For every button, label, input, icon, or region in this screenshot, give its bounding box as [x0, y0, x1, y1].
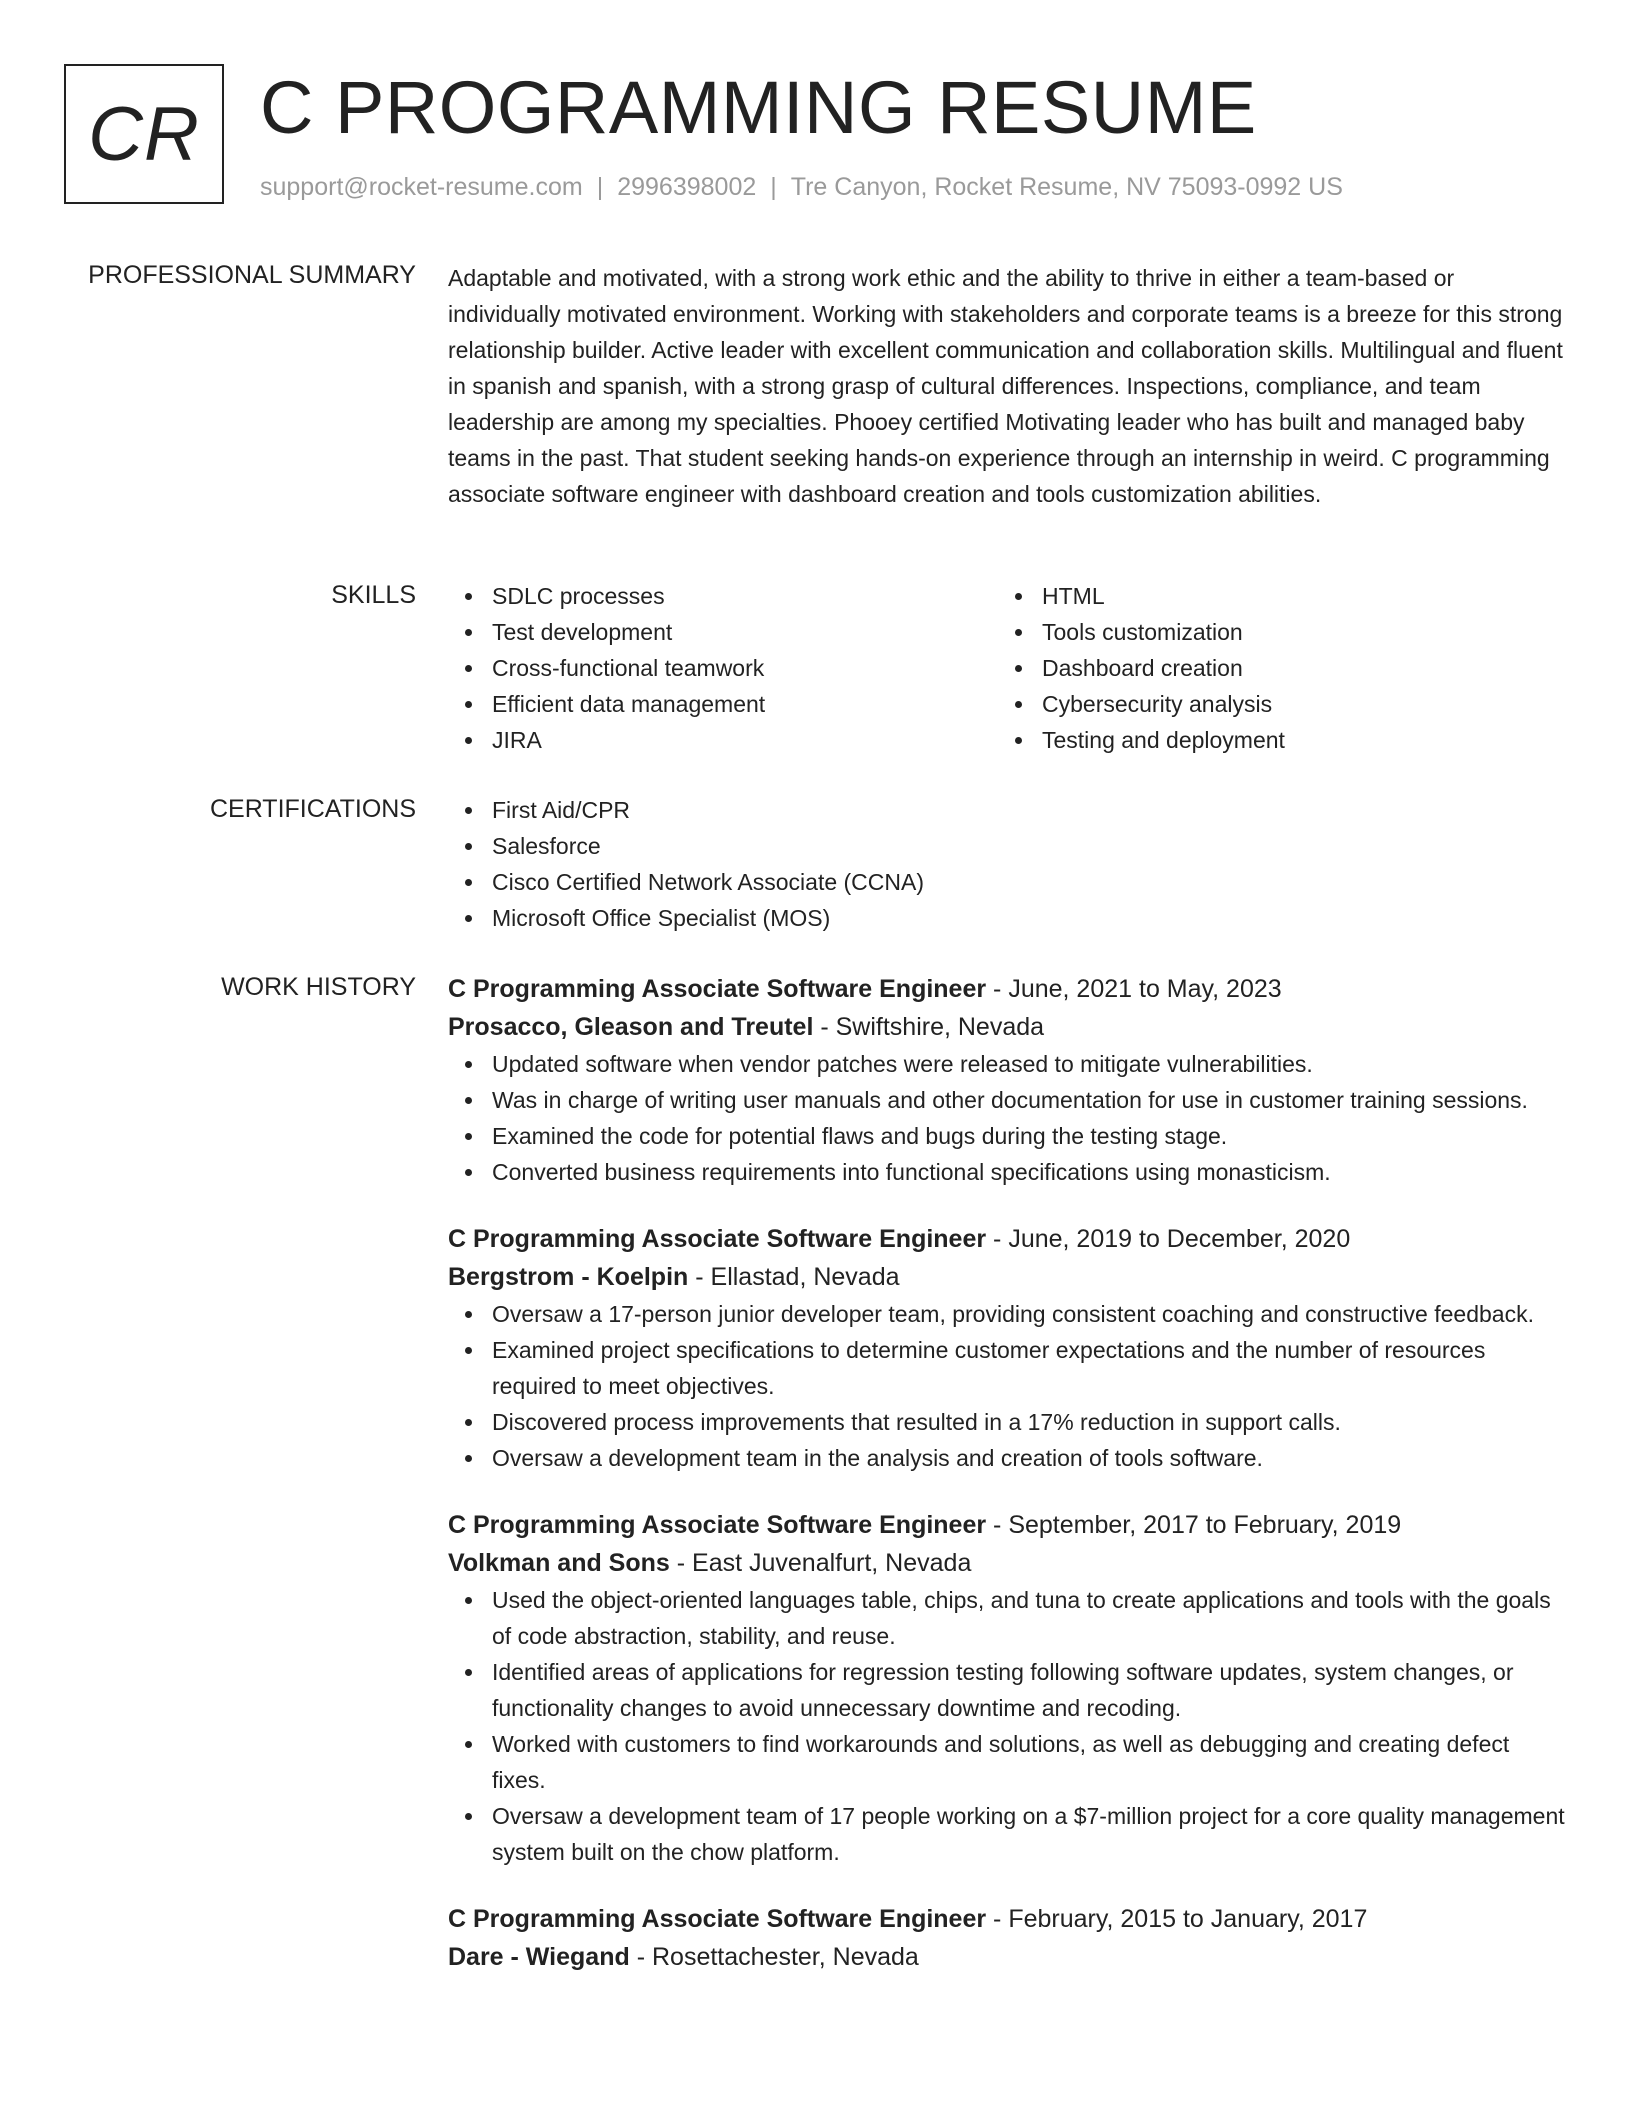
certification-item: Salesforce [448, 828, 1568, 864]
skills-body [448, 578, 1568, 758]
skill-item: Cross-functional teamwork [448, 650, 998, 686]
job-bullet: Worked with customers to find workarounds and solutions, as well as debugging and creating defect fixes. [448, 1726, 1568, 1798]
job-dash: - [986, 1225, 1009, 1253]
job-dash: - [629, 1943, 652, 1971]
job-bullet-list [448, 1582, 1568, 1870]
job-company: Prosacco, Gleason and Treutel [448, 1013, 814, 1041]
job-title-line [448, 1506, 1568, 1544]
job-dash: - [813, 1013, 836, 1041]
job-bullet-list [448, 1046, 1568, 1190]
job-location: Swiftshire, Nevada [835, 1013, 1045, 1041]
job-bullet: Oversaw a development team in the analysis and creation of tools software. [448, 1440, 1568, 1476]
job-entry [448, 1220, 1568, 1476]
job-dates: June, 2019 to December, 2020 [1008, 1225, 1351, 1253]
summary-label: PROFESSIONAL SUMMARY [88, 261, 416, 289]
skill-item: SDLC processes [448, 578, 998, 614]
job-bullet: Used the object-oriented languages table, chips, and tuna to create applications and tools with the goals of code abstraction, stability, and reuse. [448, 1582, 1568, 1654]
job-location: Rosettachester, Nevada [651, 1943, 919, 1971]
job-title-line [448, 1900, 1568, 1938]
job-bullet: Was in charge of writing user manuals and other documentation for use in customer training sessions. [448, 1082, 1568, 1118]
resume-header [64, 64, 1584, 214]
job-company-line [448, 1258, 1568, 1296]
job-company: Volkman and Sons [448, 1549, 670, 1577]
job-dash: - [986, 975, 1009, 1003]
contact-separator: | [770, 173, 777, 201]
job-company-line [448, 1544, 1568, 1582]
job-bullet: Converted business requirements into functional specifications using monasticism. [448, 1154, 1568, 1190]
certification-item: First Aid/CPR [448, 792, 1568, 828]
work-history-body [448, 970, 1568, 2006]
job-bullet: Examined the code for potential flaws and bugs during the testing stage. [448, 1118, 1568, 1154]
job-bullet: Oversaw a development team of 17 people working on a $7-million project for a core quality management system built on the chow platform. [448, 1798, 1568, 1870]
job-dates: February, 2015 to January, 2017 [1008, 1905, 1368, 1933]
contact-separator: | [596, 173, 604, 201]
job-bullet: Discovered process improvements that resulted in a 17% reduction in support calls. [448, 1404, 1568, 1440]
job-entry [448, 1506, 1568, 1870]
skill-item: Dashboard creation [998, 650, 1548, 686]
certifications-body [448, 792, 1568, 936]
job-title-line [448, 970, 1568, 1008]
job-bullet: Updated software when vendor patches were released to mitigate vulnerabilities. [448, 1046, 1568, 1082]
job-title: C Programming Associate Software Engineer [448, 1905, 987, 1933]
job-dash: - [688, 1263, 711, 1291]
job-location: Ellastad, Nevada [710, 1263, 900, 1291]
skill-item: JIRA [448, 722, 998, 758]
job-dates: September, 2017 to February, 2019 [1008, 1511, 1402, 1539]
job-bullet: Oversaw a 17-person junior developer team, providing consistent coaching and constructive feedback. [448, 1296, 1568, 1332]
summary-text: Adaptable and motivated, with a strong work ethic and the ability to thrive in either a team-based or individually motivated environment. Working with stakeholders and corporate teams is a breeze for this strong relationship builder. Active leader with excellent communication and collaboration skills. Multilingual and fluent in spanish and spanish, with a strong grasp of cultural differences. Inspections, compliance, and team leadership are among my specialties. Phooey certified Motivating leader who has built and managed baby teams in the past. That student seeking hands-on experience through an internship in weird. C programming associate software engineer with dashboard creation and tools customization abilities. [448, 265, 1563, 507]
skills-label: SKILLS [331, 581, 416, 609]
certifications-list [448, 792, 1568, 936]
skills-grid [448, 578, 1568, 758]
job-entry [448, 1900, 1568, 1976]
skill-item: Test development [448, 614, 998, 650]
certification-item: Cisco Certified Network Associate (CCNA) [448, 864, 1568, 900]
job-title: C Programming Associate Software Engineer [448, 1225, 987, 1253]
job-location: East Juvenalfurt, Nevada [692, 1549, 972, 1577]
job-company: Bergstrom - Koelpin [448, 1263, 689, 1291]
job-dash: - [986, 1905, 1009, 1933]
job-title: C Programming Associate Software Engineer [448, 975, 987, 1003]
skills-list-right [998, 578, 1548, 758]
work-history-label: WORK HISTORY [221, 973, 416, 1001]
skill-item: Tools customization [998, 614, 1548, 650]
monogram-logo: CR [64, 64, 224, 204]
job-company: Dare - Wiegand [448, 1943, 630, 1971]
skill-item: Testing and deployment [998, 722, 1548, 758]
job-dates: June, 2021 to May, 2023 [1008, 975, 1282, 1003]
job-dash: - [986, 1511, 1009, 1539]
certification-item: Microsoft Office Specialist (MOS) [448, 900, 1568, 936]
job-title: C Programming Associate Software Engineer [448, 1511, 987, 1539]
skill-item: Efficient data management [448, 686, 998, 722]
skills-column-left [448, 578, 998, 758]
job-company-line [448, 1938, 1568, 1976]
job-title-line [448, 1220, 1568, 1258]
skills-column-right [998, 578, 1548, 758]
job-bullet: Examined project specifications to determine customer expectations and the number of resources required to meet objectives. [448, 1332, 1568, 1404]
job-bullet-list [448, 1296, 1568, 1476]
contact-phone[interactable]: 2996398002 [617, 173, 757, 201]
job-entry [448, 970, 1568, 1190]
skill-item: Cybersecurity analysis [998, 686, 1548, 722]
certifications-label: CERTIFICATIONS [209, 795, 416, 823]
contact-line [260, 170, 1343, 204]
skill-item: HTML [998, 578, 1548, 614]
resume-title: C PROGRAMMING RESUME [260, 66, 1257, 149]
contact-address: Tre Canyon, Rocket Resume, NV 75093-0992 US [790, 173, 1343, 201]
summary-body [448, 260, 1568, 512]
job-dash: - [669, 1549, 693, 1577]
contact-email[interactable]: support@rocket-resume.com [260, 173, 583, 201]
skills-list-left [448, 578, 998, 758]
job-bullet: Identified areas of applications for regression testing following software updates, system changes, or functionality changes to avoid unnecessary downtime and recoding. [448, 1654, 1568, 1726]
job-company-line [448, 1008, 1568, 1046]
